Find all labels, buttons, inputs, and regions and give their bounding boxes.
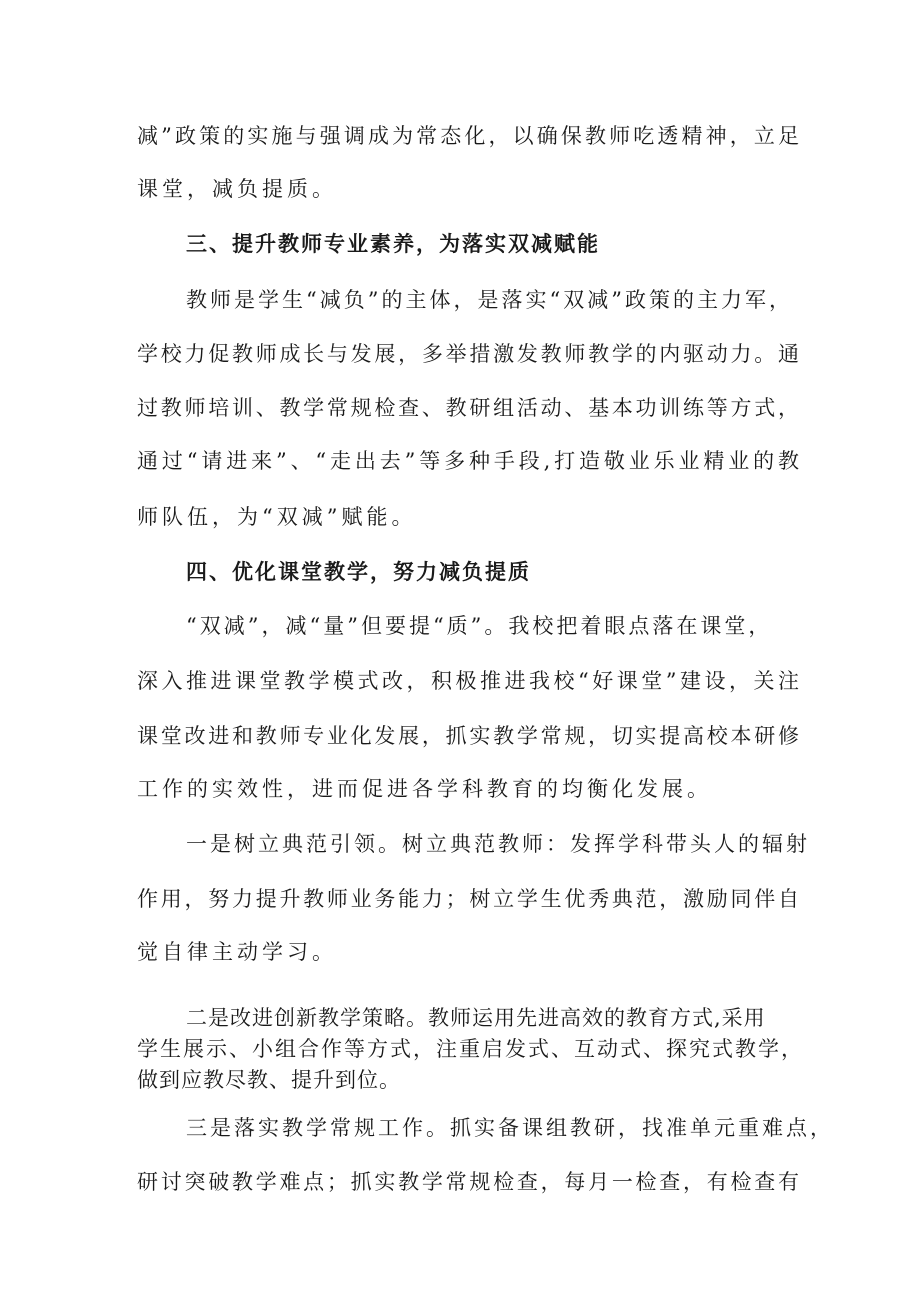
paragraph-line: 深入推进课堂教学模式改，积极推进我校“好课堂”建设，关注: [137, 669, 801, 693]
paragraph-line: 觉自律主动学习。: [137, 940, 337, 964]
paragraph-line: 学校力促教师成长与发展，多举措激发教师教学的内驱动力。通: [137, 342, 801, 366]
paragraph-line: 二是改进创新教学策略。教师运用先进高效的教育方式,采用: [186, 1006, 766, 1030]
paragraph-line: 作用，努力提升教师业务能力；树立学生优秀典范，激励同伴自: [137, 887, 801, 911]
paragraph-line: 研讨突破教学难点；抓实教学常规检查，每月一检查，有检查有: [137, 1170, 801, 1194]
section-heading-4: 四、优化课堂教学，努力减负提质: [186, 560, 531, 584]
paragraph-line: 学生展示、小组合作等方式，注重启发式、互动式、探究式教学，: [137, 1037, 804, 1061]
paragraph-line: 三是落实教学常规工作。抓实备课组教研，找准单元重难点，: [186, 1116, 834, 1140]
paragraph-line: 师队伍，为“双减”赋能。: [137, 505, 417, 529]
paragraph-line: 减”政策的实施与强调成为常态化，以确保教师吃透精神，立足: [137, 124, 801, 148]
paragraph-line: 过教师培训、教学常规检查、教研组活动、基本功训练等方式，: [137, 396, 801, 420]
paragraph-line: 通过“请进来”、“走出去”等多种手段,打造敬业乐业精业的教: [137, 449, 801, 473]
paragraph-line: 工作的实效性，进而促进各学科教育的均衡化发展。: [137, 777, 712, 801]
paragraph-line: “双减”，减“量”但要提“质”。我校把着眼点落在课堂，: [186, 614, 773, 638]
paragraph-line: 一是树立典范引领。树立典范教师：发挥学科带头人的辐射: [186, 832, 810, 856]
section-heading-3: 三、提升教师专业素养，为落实双减赋能: [186, 232, 600, 256]
paragraph-line: 做到应教尽教、提升到位。: [137, 1068, 401, 1092]
paragraph-line: 课堂，减负提质。: [137, 177, 337, 201]
paragraph-line: 课堂改进和教师专业化发展，抓实教学常规，切实提高校本研修: [137, 724, 801, 748]
paragraph-line: 教师是学生“减负”的主体，是落实“双减”政策的主力军，: [186, 288, 793, 312]
